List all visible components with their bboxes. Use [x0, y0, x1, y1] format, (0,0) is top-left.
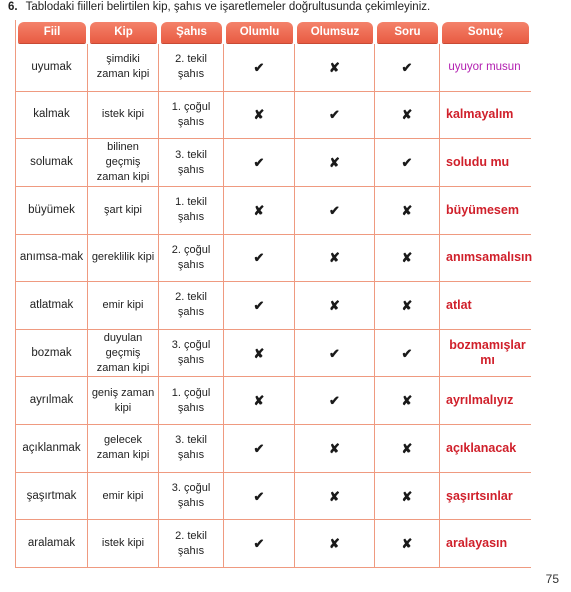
positive-mark: ✔	[224, 473, 295, 521]
question-prompt: Tablodaki fiilleri belirtilen kip, şahıs ve işaretlemeler doğrultusunda çekimleyiniz.	[25, 1, 431, 13]
mood-cell: geniş zaman kipi	[88, 377, 159, 425]
person-cell: 2. çoğul şahıs	[159, 235, 224, 283]
verb-cell: şaşırtmak	[16, 473, 88, 521]
mood-cell: şart kipi	[88, 187, 159, 235]
header-kip-cell	[88, 20, 159, 44]
question-mark: ✘	[375, 520, 440, 568]
answer-cell: bozmamışlar mı	[440, 330, 531, 378]
positive-mark: ✘	[224, 377, 295, 425]
negative-mark: ✘	[295, 473, 375, 521]
positive-mark: ✔	[224, 425, 295, 473]
question-mark: ✘	[375, 377, 440, 425]
header-kip: Kip	[90, 22, 157, 43]
question-text	[8, 0, 563, 15]
header-sahis: Şahıs	[161, 22, 222, 43]
verb-cell: atlatmak	[16, 282, 88, 330]
mood-cell: bilinen geçmiş zaman kipi	[88, 139, 159, 187]
header-sahis-cell	[159, 20, 224, 44]
verb-cell: kalmak	[16, 92, 88, 140]
negative-mark: ✘	[295, 139, 375, 187]
positive-mark: ✔	[224, 235, 295, 283]
person-cell: 2. tekil şahıs	[159, 44, 224, 92]
question-mark: ✘	[375, 92, 440, 140]
person-cell: 1. çoğul şahıs	[159, 92, 224, 140]
mood-cell: gelecek zaman kipi	[88, 425, 159, 473]
mood-cell: gereklilik kipi	[88, 235, 159, 283]
verb-cell: ayrılmak	[16, 377, 88, 425]
answer-cell: aralayasın	[440, 520, 531, 568]
header-olumsuz: Olumsuz	[297, 22, 373, 43]
question-mark: ✔	[375, 139, 440, 187]
verb-cell: solumak	[16, 139, 88, 187]
header-sonuc: Sonuç	[442, 22, 529, 43]
verb-cell: uyumak	[16, 44, 88, 92]
person-cell: 3. çoğul şahıs	[159, 473, 224, 521]
positive-mark: ✔	[224, 520, 295, 568]
negative-mark: ✘	[295, 425, 375, 473]
positive-mark: ✔	[224, 44, 295, 92]
negative-mark: ✘	[295, 44, 375, 92]
header-sonuc-cell	[440, 20, 531, 44]
negative-mark: ✔	[295, 187, 375, 235]
answer-cell: kalmayalım	[440, 92, 531, 140]
verb-cell: aralamak	[16, 520, 88, 568]
negative-mark: ✘	[295, 282, 375, 330]
answer-cell: uyuyor musun	[440, 44, 531, 92]
verb-cell: büyümek	[16, 187, 88, 235]
question-number: 6.	[8, 1, 18, 13]
mood-cell: duyulan geçmiş zaman kipi	[88, 330, 159, 378]
positive-mark: ✔	[224, 139, 295, 187]
negative-mark: ✔	[295, 330, 375, 378]
verb-cell: bozmak	[16, 330, 88, 378]
answer-cell: açıklanacak	[440, 425, 531, 473]
conjugation-table	[15, 20, 531, 568]
header-soru-cell	[375, 20, 440, 44]
answer-cell: şaşırtsınlar	[440, 473, 531, 521]
person-cell: 3. çoğul şahıs	[159, 330, 224, 378]
person-cell: 3. tekil şahıs	[159, 139, 224, 187]
mood-cell: emir kipi	[88, 282, 159, 330]
question-mark: ✘	[375, 282, 440, 330]
mood-cell: şimdiki zaman kipi	[88, 44, 159, 92]
positive-mark: ✘	[224, 330, 295, 378]
negative-mark: ✔	[295, 377, 375, 425]
header-olumsuz-cell	[295, 20, 375, 44]
header-olumlu: Olumlu	[226, 22, 293, 43]
person-cell: 2. tekil şahıs	[159, 282, 224, 330]
answer-cell: atlat	[440, 282, 531, 330]
person-cell: 3. tekil şahıs	[159, 425, 224, 473]
answer-cell: anımsamalısın	[440, 235, 531, 283]
answer-cell: ayrılmalıyız	[440, 377, 531, 425]
positive-mark: ✘	[224, 187, 295, 235]
positive-mark: ✘	[224, 92, 295, 140]
mood-cell: istek kipi	[88, 520, 159, 568]
question-mark: ✘	[375, 187, 440, 235]
verb-cell: anımsa-mak	[16, 235, 88, 283]
positive-mark: ✔	[224, 282, 295, 330]
header-olumlu-cell	[224, 20, 295, 44]
mood-cell: emir kipi	[88, 473, 159, 521]
person-cell: 1. çoğul şahıs	[159, 377, 224, 425]
negative-mark: ✔	[295, 92, 375, 140]
answer-cell: soludu mu	[440, 139, 531, 187]
mood-cell: istek kipi	[88, 92, 159, 140]
page-number: 75	[545, 572, 559, 586]
verb-cell: açıklanmak	[16, 425, 88, 473]
header-soru: Soru	[377, 22, 438, 43]
header-fiil: Fiil	[18, 22, 86, 43]
person-cell: 1. tekil şahıs	[159, 187, 224, 235]
question-mark: ✔	[375, 330, 440, 378]
question-mark: ✔	[375, 44, 440, 92]
question-mark: ✘	[375, 473, 440, 521]
negative-mark: ✘	[295, 235, 375, 283]
question-mark: ✘	[375, 235, 440, 283]
negative-mark: ✘	[295, 520, 375, 568]
question-mark: ✘	[375, 425, 440, 473]
answer-cell: büyümesem	[440, 187, 531, 235]
header-fiil-cell	[16, 20, 88, 44]
person-cell: 2. tekil şahıs	[159, 520, 224, 568]
